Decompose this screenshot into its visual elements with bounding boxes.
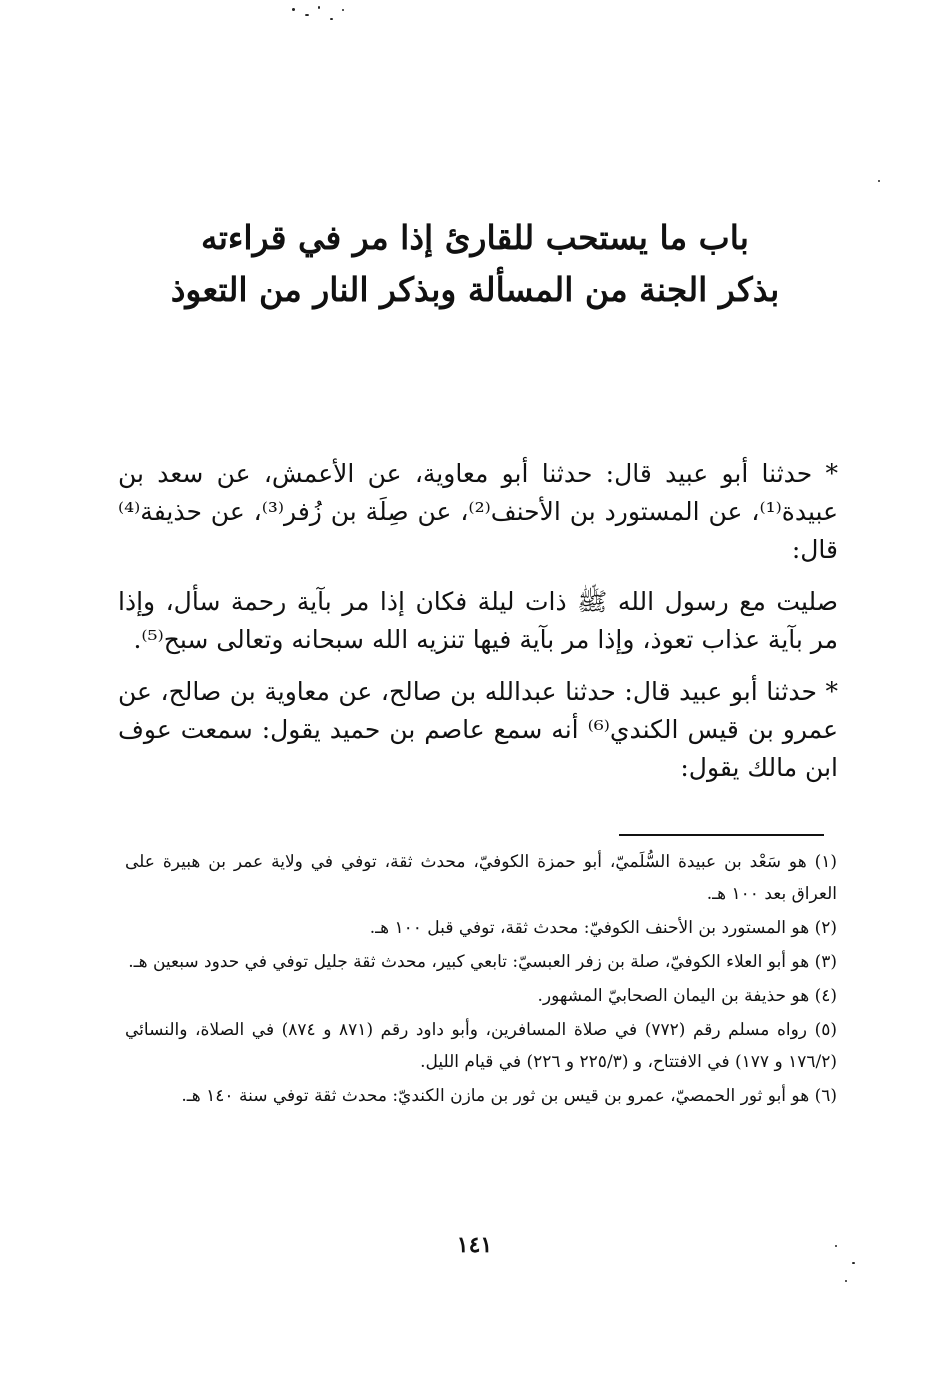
chapter-heading — [140, 212, 810, 316]
chapter-heading-line-2: بذكر الجنة من المسألة وبذكر النار من التعوذ — [170, 270, 780, 309]
scan-speck — [318, 6, 320, 9]
scan-speck — [305, 14, 309, 16]
footnote-6: (٦) هو أبو ثور الحمصيّ، عمرو بن قيس بن ثور بن مازن الكنديّ: محدث ثقة توفي سنة ١٤٠ هـ. — [181, 1086, 837, 1106]
main-text — [118, 455, 838, 801]
scan-speck — [878, 180, 880, 182]
footnote-1: (١) هو سَعْد بن عبيدة السُّلَميّ، أبو حمزة الكوفيّ، محدث ثقة، توفي في ولاية عمر بن هبيرة على العراق بعد ١٠٠ هـ. — [125, 852, 837, 904]
chapter-heading-line-1: باب ما يستحب للقارئ إذا مر في قراءته — [201, 218, 749, 257]
scan-speck — [845, 1280, 847, 1282]
footnote-5: (٥) رواه مسلم رقم (٧٧٢) في صلاة المسافرين، وأبو داود رقم (٨٧١ و ٨٧٤) في الصلاة، والنسائي (١٧٦/٢ و ١٧٧) في الافتتاح، و (٢٢٥/٣ و ٢٢٦) في قيام الليل. — [125, 1020, 837, 1072]
paragraph-1: * حدثنا أبو عبيد قال: حدثنا أبو معاوية، عن الأعمش، عن سعد بن عبيدة⁽¹⁾، عن المستورد بن الأحنف⁽²⁾، عن صِلَة بن زُفر⁽³⁾، عن حذيفة⁽⁴⁾ قال: — [118, 459, 838, 564]
footnotes — [125, 846, 837, 1114]
page-number: ١٤١ — [456, 1232, 493, 1258]
scan-speck — [330, 18, 333, 20]
footnote-4: (٤) هو حذيفة بن اليمان الصحابيّ المشهور. — [537, 986, 837, 1006]
footnote-3: (٣) هو أبو العلاء الكوفيّ، صلة بن زفر العبسيّ: تابعي كبير، محدث ثقة جليل توفي في حدود سبعين هـ. — [128, 952, 837, 972]
scan-speck — [292, 8, 295, 11]
paragraph-2: صليت مع رسول الله ﷺ ذات ليلة فكان إذا مر بآية رحمة سأل، وإذا مر بآية عذاب تعوذ، وإذا مر بآية فيها تنزيه الله سبحانه وتعالى سبح⁽⁵⁾. — [118, 587, 838, 654]
footnote-separator — [619, 834, 824, 836]
scan-speck — [342, 9, 344, 11]
scan-speck — [852, 1262, 855, 1264]
paragraph-3: * حدثنا أبو عبيد قال: حدثنا عبدالله بن صالح، عن معاوية بن صالح، عن عمرو بن قيس الكندي⁽⁶⁾ أنه سمع عاصم بن حميد يقول: سمعت عوف ابن مالك يقول: — [118, 677, 838, 782]
footnote-2: (٢) هو المستورد بن الأحنف الكوفيّ: محدث ثقة، توفي قبل ١٠٠ هـ. — [369, 918, 837, 938]
